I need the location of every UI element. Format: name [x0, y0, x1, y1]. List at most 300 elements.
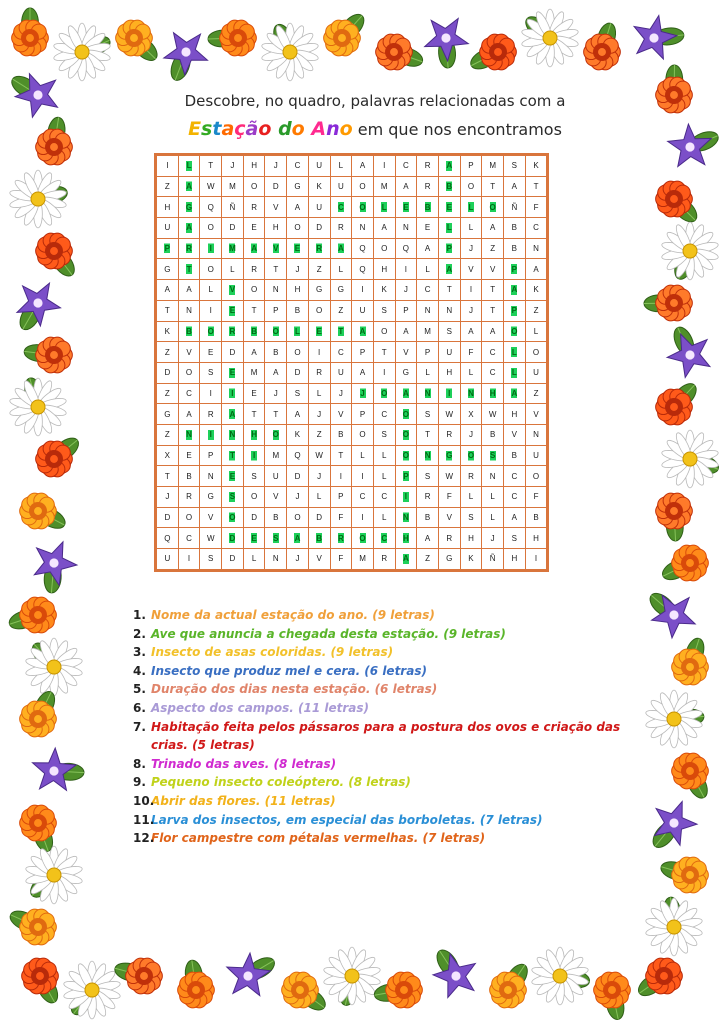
grid-cell[interactable]: T [265, 259, 287, 280]
grid-cell[interactable]: I [352, 466, 374, 487]
grid-cell[interactable]: Z [156, 342, 179, 363]
grid-cell[interactable]: R [178, 487, 200, 508]
grid-cell[interactable]: Z [525, 383, 548, 404]
grid-cell[interactable]: L [525, 321, 548, 342]
grid-cell[interactable]: P [504, 259, 526, 280]
grid-cell[interactable]: I [200, 383, 222, 404]
grid-cell[interactable]: A [178, 218, 200, 239]
grid-cell[interactable]: O [243, 487, 265, 508]
grid-cell[interactable]: T [482, 300, 504, 321]
grid-cell[interactable]: T [373, 342, 395, 363]
grid-cell[interactable]: L [482, 487, 504, 508]
grid-cell[interactable]: S [265, 528, 287, 549]
grid-cell[interactable]: O [373, 238, 395, 259]
grid-cell[interactable]: S [417, 466, 439, 487]
grid-cell[interactable]: C [178, 528, 200, 549]
grid-cell[interactable]: K [525, 280, 548, 301]
grid-cell[interactable]: A [178, 176, 200, 197]
grid-cell[interactable]: V [265, 487, 287, 508]
grid-cell[interactable]: L [504, 362, 526, 383]
grid-cell[interactable]: P [200, 445, 222, 466]
grid-cell[interactable]: N [178, 300, 200, 321]
grid-cell[interactable]: A [460, 321, 482, 342]
grid-cell[interactable]: S [287, 383, 309, 404]
grid-cell[interactable]: M [352, 549, 374, 571]
grid-cell[interactable]: R [243, 197, 265, 218]
grid-cell[interactable]: O [287, 218, 309, 239]
grid-cell[interactable]: A [438, 259, 460, 280]
grid-cell[interactable]: O [352, 176, 374, 197]
grid-cell[interactable]: V [178, 342, 200, 363]
grid-cell[interactable]: S [222, 487, 244, 508]
grid-cell[interactable]: E [200, 342, 222, 363]
grid-cell[interactable]: P [504, 300, 526, 321]
grid-cell[interactable]: B [504, 218, 526, 239]
grid-cell[interactable]: I [222, 383, 244, 404]
grid-cell[interactable]: G [308, 280, 330, 301]
grid-cell[interactable]: I [156, 155, 179, 177]
grid-cell[interactable]: N [178, 424, 200, 445]
grid-cell[interactable]: Z [156, 176, 179, 197]
grid-cell[interactable]: E [287, 238, 309, 259]
grid-cell[interactable]: O [395, 445, 417, 466]
grid-cell[interactable]: G [438, 445, 460, 466]
grid-cell[interactable]: R [200, 404, 222, 425]
grid-cell[interactable]: L [373, 466, 395, 487]
grid-cell[interactable]: V [222, 280, 244, 301]
grid-cell[interactable]: I [395, 259, 417, 280]
grid-cell[interactable]: M [243, 362, 265, 383]
grid-cell[interactable]: G [438, 549, 460, 571]
grid-cell[interactable]: O [352, 197, 374, 218]
grid-cell[interactable]: E [395, 197, 417, 218]
grid-cell[interactable]: I [178, 549, 200, 571]
grid-cell[interactable]: D [222, 549, 244, 571]
grid-cell[interactable]: Q [352, 259, 374, 280]
grid-cell[interactable]: H [525, 528, 548, 549]
grid-cell[interactable]: C [373, 487, 395, 508]
grid-cell[interactable]: C [504, 487, 526, 508]
grid-cell[interactable]: S [482, 445, 504, 466]
grid-cell[interactable]: Q [395, 238, 417, 259]
grid-cell[interactable]: M [373, 176, 395, 197]
grid-cell[interactable]: L [330, 155, 352, 177]
grid-cell[interactable]: W [200, 176, 222, 197]
grid-cell[interactable]: Z [156, 383, 179, 404]
grid-cell[interactable]: Q [287, 445, 309, 466]
grid-cell[interactable]: H [243, 424, 265, 445]
grid-cell[interactable]: I [352, 507, 374, 528]
grid-cell[interactable]: A [417, 238, 439, 259]
grid-cell[interactable]: J [308, 404, 330, 425]
grid-cell[interactable]: N [265, 280, 287, 301]
grid-cell[interactable]: T [417, 424, 439, 445]
grid-cell[interactable]: A [222, 404, 244, 425]
grid-cell[interactable]: D [308, 218, 330, 239]
grid-cell[interactable]: P [395, 466, 417, 487]
grid-cell[interactable]: S [200, 549, 222, 571]
grid-cell[interactable]: J [156, 487, 179, 508]
grid-cell[interactable]: U [352, 300, 374, 321]
grid-cell[interactable]: C [395, 155, 417, 177]
grid-cell[interactable]: I [200, 238, 222, 259]
grid-cell[interactable]: K [308, 176, 330, 197]
grid-cell[interactable]: N [525, 238, 548, 259]
grid-cell[interactable]: J [482, 528, 504, 549]
grid-cell[interactable]: L [222, 259, 244, 280]
grid-cell[interactable]: A [178, 404, 200, 425]
grid-cell[interactable]: Ñ [222, 197, 244, 218]
grid-cell[interactable]: T [200, 155, 222, 177]
grid-cell[interactable]: A [156, 280, 179, 301]
grid-cell[interactable]: I [373, 362, 395, 383]
grid-cell[interactable]: T [222, 445, 244, 466]
grid-cell[interactable]: Z [417, 549, 439, 571]
grid-cell[interactable]: T [178, 259, 200, 280]
grid-cell[interactable]: O [395, 424, 417, 445]
grid-cell[interactable]: O [178, 362, 200, 383]
grid-cell[interactable]: H [373, 259, 395, 280]
grid-cell[interactable]: L [200, 280, 222, 301]
grid-cell[interactable]: B [438, 176, 460, 197]
grid-cell[interactable]: R [330, 218, 352, 239]
grid-cell[interactable]: M [482, 155, 504, 177]
grid-cell[interactable]: L [308, 487, 330, 508]
grid-cell[interactable]: T [330, 445, 352, 466]
grid-cell[interactable]: B [287, 300, 309, 321]
grid-cell[interactable]: I [243, 445, 265, 466]
grid-cell[interactable]: O [265, 424, 287, 445]
grid-cell[interactable]: S [504, 155, 526, 177]
grid-cell[interactable]: S [460, 507, 482, 528]
grid-cell[interactable]: B [525, 507, 548, 528]
grid-cell[interactable]: J [287, 487, 309, 508]
grid-cell[interactable]: I [395, 487, 417, 508]
grid-cell[interactable]: W [438, 404, 460, 425]
grid-cell[interactable]: N [482, 466, 504, 487]
grid-cell[interactable]: V [200, 507, 222, 528]
grid-cell[interactable]: G [287, 176, 309, 197]
grid-cell[interactable]: U [330, 176, 352, 197]
grid-cell[interactable]: V [525, 404, 548, 425]
grid-cell[interactable]: T [525, 176, 548, 197]
grid-cell[interactable]: O [287, 507, 309, 528]
grid-cell[interactable]: H [504, 549, 526, 571]
grid-cell[interactable]: Z [308, 259, 330, 280]
grid-cell[interactable]: F [525, 487, 548, 508]
grid-cell[interactable]: H [482, 383, 504, 404]
grid-cell[interactable]: Z [156, 424, 179, 445]
grid-cell[interactable]: O [460, 176, 482, 197]
grid-cell[interactable]: K [156, 321, 179, 342]
grid-cell[interactable]: O [373, 383, 395, 404]
grid-cell[interactable]: B [504, 445, 526, 466]
grid-cell[interactable]: H [460, 528, 482, 549]
grid-cell[interactable]: A [265, 362, 287, 383]
grid-cell[interactable]: I [525, 549, 548, 571]
grid-cell[interactable]: A [504, 507, 526, 528]
grid-cell[interactable]: O [395, 404, 417, 425]
grid-cell[interactable]: T [156, 300, 179, 321]
grid-cell[interactable]: I [308, 342, 330, 363]
grid-cell[interactable]: J [265, 383, 287, 404]
grid-cell[interactable]: T [156, 466, 179, 487]
grid-cell[interactable]: K [525, 155, 548, 177]
grid-cell[interactable]: N [417, 383, 439, 404]
grid-cell[interactable]: C [178, 383, 200, 404]
grid-cell[interactable]: Z [308, 424, 330, 445]
grid-cell[interactable]: V [482, 259, 504, 280]
grid-cell[interactable]: R [373, 549, 395, 571]
grid-cell[interactable]: T [243, 404, 265, 425]
grid-cell[interactable]: J [265, 155, 287, 177]
grid-cell[interactable]: U [265, 466, 287, 487]
grid-cell[interactable]: I [352, 280, 374, 301]
grid-cell[interactable]: F [330, 507, 352, 528]
grid-cell[interactable]: A [504, 176, 526, 197]
grid-cell[interactable]: B [417, 197, 439, 218]
grid-cell[interactable]: I [438, 383, 460, 404]
grid-cell[interactable]: O [200, 259, 222, 280]
grid-cell[interactable]: V [395, 342, 417, 363]
grid-cell[interactable]: A [287, 528, 309, 549]
grid-cell[interactable]: W [200, 528, 222, 549]
grid-cell[interactable]: Q [352, 238, 374, 259]
grid-cell[interactable]: E [438, 197, 460, 218]
grid-cell[interactable]: V [265, 197, 287, 218]
grid-cell[interactable]: M [265, 445, 287, 466]
grid-cell[interactable]: R [417, 155, 439, 177]
grid-cell[interactable]: C [482, 362, 504, 383]
grid-cell[interactable]: E [243, 383, 265, 404]
grid-cell[interactable]: D [222, 342, 244, 363]
grid-cell[interactable]: H [287, 280, 309, 301]
grid-cell[interactable]: C [287, 155, 309, 177]
grid-cell[interactable]: L [243, 549, 265, 571]
grid-cell[interactable]: J [330, 383, 352, 404]
grid-cell[interactable]: P [330, 487, 352, 508]
grid-cell[interactable]: O [352, 424, 374, 445]
grid-cell[interactable]: D [222, 528, 244, 549]
grid-cell[interactable]: U [156, 218, 179, 239]
grid-cell[interactable]: Q [200, 197, 222, 218]
grid-cell[interactable]: H [265, 218, 287, 239]
grid-cell[interactable]: A [482, 218, 504, 239]
grid-cell[interactable]: N [460, 383, 482, 404]
grid-cell[interactable]: B [265, 507, 287, 528]
grid-cell[interactable]: A [178, 280, 200, 301]
grid-cell[interactable]: W [438, 466, 460, 487]
grid-cell[interactable]: L [417, 259, 439, 280]
grid-cell[interactable]: M [222, 176, 244, 197]
grid-cell[interactable]: J [222, 155, 244, 177]
grid-cell[interactable]: L [460, 362, 482, 383]
grid-cell[interactable]: B [504, 238, 526, 259]
grid-cell[interactable]: L [460, 218, 482, 239]
grid-cell[interactable]: A [395, 383, 417, 404]
grid-cell[interactable]: L [417, 362, 439, 383]
grid-cell[interactable]: Z [482, 238, 504, 259]
grid-cell[interactable]: A [352, 321, 374, 342]
grid-cell[interactable]: O [525, 342, 548, 363]
grid-cell[interactable]: R [438, 528, 460, 549]
grid-cell[interactable]: R [417, 176, 439, 197]
grid-cell[interactable]: V [308, 549, 330, 571]
grid-cell[interactable]: Q [156, 528, 179, 549]
grid-cell[interactable]: U [330, 362, 352, 383]
grid-cell[interactable]: C [330, 342, 352, 363]
grid-cell[interactable]: N [222, 424, 244, 445]
grid-cell[interactable]: H [504, 404, 526, 425]
grid-cell[interactable]: B [178, 466, 200, 487]
grid-cell[interactable]: V [330, 404, 352, 425]
grid-cell[interactable]: J [308, 466, 330, 487]
grid-cell[interactable]: A [243, 342, 265, 363]
grid-cell[interactable]: J [460, 300, 482, 321]
grid-cell[interactable]: N [395, 218, 417, 239]
grid-cell[interactable]: L [330, 259, 352, 280]
grid-cell[interactable]: O [308, 300, 330, 321]
grid-cell[interactable]: R [222, 321, 244, 342]
grid-cell[interactable]: O [243, 280, 265, 301]
grid-cell[interactable]: A [352, 362, 374, 383]
grid-cell[interactable]: J [460, 238, 482, 259]
grid-cell[interactable]: B [330, 424, 352, 445]
grid-cell[interactable]: F [525, 197, 548, 218]
grid-cell[interactable]: B [482, 424, 504, 445]
grid-cell[interactable]: T [265, 404, 287, 425]
grid-cell[interactable]: S [373, 424, 395, 445]
grid-cell[interactable]: H [395, 528, 417, 549]
grid-cell[interactable]: J [287, 549, 309, 571]
grid-cell[interactable]: L [460, 487, 482, 508]
grid-cell[interactable]: U [438, 342, 460, 363]
grid-cell[interactable]: J [460, 424, 482, 445]
grid-cell[interactable]: O [243, 176, 265, 197]
grid-cell[interactable]: W [482, 404, 504, 425]
grid-cell[interactable]: C [330, 197, 352, 218]
grid-cell[interactable]: G [395, 362, 417, 383]
grid-cell[interactable]: H [243, 155, 265, 177]
grid-cell[interactable]: K [460, 549, 482, 571]
grid-cell[interactable]: L [460, 197, 482, 218]
grid-cell[interactable]: D [156, 362, 179, 383]
grid-cell[interactable]: U [525, 362, 548, 383]
grid-cell[interactable]: D [265, 176, 287, 197]
grid-cell[interactable]: C [373, 404, 395, 425]
grid-cell[interactable]: O [373, 321, 395, 342]
grid-cell[interactable]: B [178, 321, 200, 342]
grid-cell[interactable]: W [308, 445, 330, 466]
grid-cell[interactable]: I [373, 155, 395, 177]
grid-cell[interactable]: I [200, 300, 222, 321]
grid-cell[interactable]: G [156, 404, 179, 425]
grid-cell[interactable]: B [308, 528, 330, 549]
grid-cell[interactable]: O [504, 321, 526, 342]
grid-cell[interactable]: P [417, 342, 439, 363]
grid-cell[interactable]: O [460, 445, 482, 466]
grid-cell[interactable]: L [373, 507, 395, 528]
grid-cell[interactable]: I [460, 280, 482, 301]
grid-cell[interactable]: S [438, 321, 460, 342]
grid-cell[interactable]: N [438, 300, 460, 321]
grid-cell[interactable]: E [222, 466, 244, 487]
grid-cell[interactable]: A [395, 549, 417, 571]
grid-cell[interactable]: A [504, 280, 526, 301]
grid-cell[interactable]: V [504, 424, 526, 445]
grid-cell[interactable]: G [200, 487, 222, 508]
grid-cell[interactable]: P [438, 238, 460, 259]
grid-cell[interactable]: A [330, 238, 352, 259]
grid-cell[interactable]: L [504, 342, 526, 363]
grid-cell[interactable]: F [330, 549, 352, 571]
grid-cell[interactable]: P [395, 300, 417, 321]
grid-cell[interactable]: S [504, 528, 526, 549]
grid-cell[interactable]: A [525, 259, 548, 280]
grid-cell[interactable]: Ñ [504, 197, 526, 218]
grid-cell[interactable]: K [287, 424, 309, 445]
grid-cell[interactable]: P [156, 238, 179, 259]
grid-cell[interactable]: L [482, 507, 504, 528]
grid-cell[interactable]: P [460, 155, 482, 177]
grid-cell[interactable]: C [352, 487, 374, 508]
grid-cell[interactable]: O [200, 218, 222, 239]
grid-cell[interactable]: V [460, 259, 482, 280]
grid-cell[interactable]: K [373, 280, 395, 301]
grid-cell[interactable]: T [330, 321, 352, 342]
grid-cell[interactable]: R [308, 362, 330, 383]
grid-cell[interactable]: O [287, 342, 309, 363]
grid-cell[interactable]: L [373, 445, 395, 466]
grid-cell[interactable]: O [352, 528, 374, 549]
grid-cell[interactable]: I [330, 466, 352, 487]
grid-cell[interactable]: L [352, 445, 374, 466]
grid-cell[interactable]: C [525, 218, 548, 239]
grid-cell[interactable]: D [243, 507, 265, 528]
grid-cell[interactable]: A [243, 238, 265, 259]
grid-cell[interactable]: N [265, 549, 287, 571]
grid-cell[interactable]: E [417, 218, 439, 239]
grid-cell[interactable]: U [308, 197, 330, 218]
grid-cell[interactable]: C [417, 280, 439, 301]
grid-cell[interactable]: O [265, 321, 287, 342]
grid-cell[interactable]: U [308, 155, 330, 177]
grid-cell[interactable]: O [222, 507, 244, 528]
grid-cell[interactable]: E [178, 445, 200, 466]
grid-cell[interactable]: Z [330, 300, 352, 321]
grid-cell[interactable]: N [395, 507, 417, 528]
grid-cell[interactable]: R [330, 528, 352, 549]
grid-cell[interactable]: T [482, 280, 504, 301]
grid-cell[interactable]: A [352, 155, 374, 177]
grid-cell[interactable]: L [178, 155, 200, 177]
grid-cell[interactable]: P [265, 300, 287, 321]
grid-cell[interactable]: B [243, 321, 265, 342]
grid-cell[interactable]: S [373, 300, 395, 321]
grid-cell[interactable]: F [438, 487, 460, 508]
grid-cell[interactable]: A [287, 404, 309, 425]
grid-cell[interactable]: V [265, 238, 287, 259]
grid-cell[interactable]: A [482, 321, 504, 342]
grid-cell[interactable]: O [482, 197, 504, 218]
grid-cell[interactable]: H [156, 197, 179, 218]
grid-cell[interactable]: A [417, 528, 439, 549]
grid-cell[interactable]: N [417, 445, 439, 466]
grid-cell[interactable]: O [178, 507, 200, 528]
grid-cell[interactable]: L [373, 197, 395, 218]
grid-cell[interactable]: Z [525, 300, 548, 321]
grid-cell[interactable]: F [460, 342, 482, 363]
